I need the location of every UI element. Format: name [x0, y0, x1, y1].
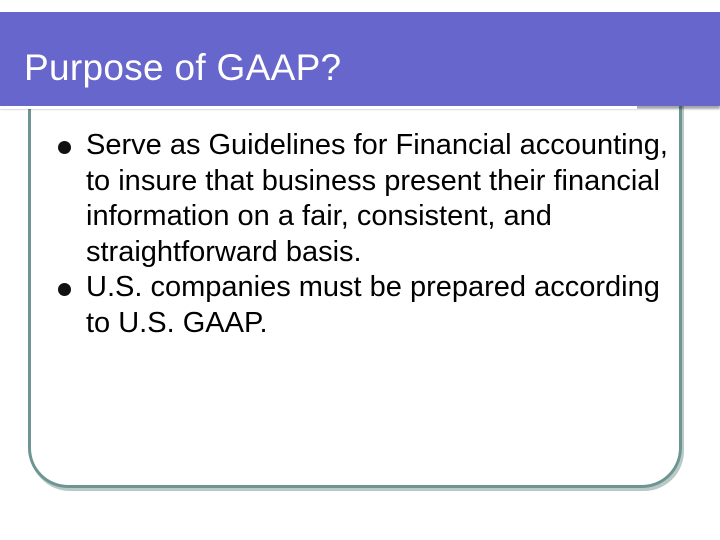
bullet-item [44, 270, 684, 341]
bullet-text: Serve as Guidelines for Financial accounting, to insure that business present their financial information on a fair, consistent, and straightforward basis. [86, 129, 668, 268]
bullet-icon [58, 141, 71, 154]
bullet-icon [58, 283, 71, 296]
bullet-text: U.S. companies must be prepared according to U.S. GAAP. [86, 271, 660, 339]
slide-title: Purpose of GAAP? [24, 47, 342, 88]
title-banner [0, 12, 720, 106]
bullet-item [44, 128, 684, 270]
bullet-list [44, 128, 684, 341]
title-underline [0, 106, 637, 109]
